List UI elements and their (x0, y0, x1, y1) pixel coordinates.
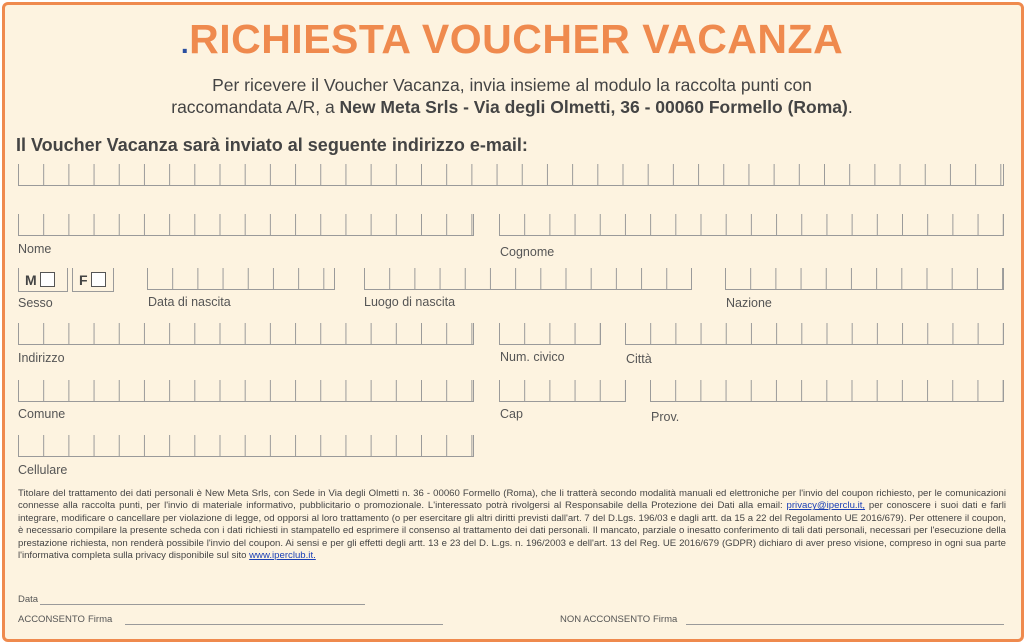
indirizzo-label: Indirizzo (18, 351, 65, 365)
cap-field[interactable] (499, 380, 626, 402)
prov-label: Prov. (651, 410, 680, 424)
cognome-label: Cognome (500, 245, 555, 259)
nome-label: Nome (18, 242, 52, 256)
subtitle-suffix: . (847, 97, 853, 117)
citta-field[interactable] (625, 323, 1004, 345)
privacy-text-1: Titolare del trattamento dei dati personali è New Meta Srls, con Sede in Via degli Olmetti n. 36 - 00060 Formello (Roma), che li tratterà secondo modalità manuali ed elettroniche per l'invio del coupon richiesto, per le comunicazioni connesse alla raccolta punti, per l'invio di materiale informativo, pubblicitario o promozionale. L'interessato potrà rivolgersi al Responsabile della Protezione dei Dati alla email: (18, 488, 1006, 512)
subtitle-address: New Meta Srls - Via degli Olmetti, 36 - 00060 Formello (Roma) (339, 97, 848, 117)
subtitle-line1: Per ricevere il Voucher Vacanza, invia insieme al modulo la raccolta punti con (212, 75, 812, 95)
comune-label: Comune (18, 407, 66, 421)
nome-field[interactable] (18, 214, 474, 236)
comune-field[interactable] (18, 380, 474, 402)
sex-f-box[interactable] (72, 268, 114, 292)
indirizzo-field[interactable] (18, 323, 474, 345)
num-civico-field[interactable] (499, 323, 601, 345)
cellulare-field[interactable] (18, 435, 474, 457)
cognome-field[interactable] (499, 214, 1004, 236)
subtitle-line2 (0, 96, 1024, 118)
data-nascita-field[interactable] (147, 268, 335, 290)
subtitle-prefix: raccomandata A/R, a (171, 97, 340, 117)
data-line[interactable] (40, 603, 365, 605)
cap-label: Cap (500, 407, 523, 421)
firma-non-consenso-label: Firma (653, 614, 678, 625)
citta-label: Città (626, 352, 652, 366)
data-nascita-label: Data di nascita (148, 295, 231, 309)
luogo-nascita-field[interactable] (364, 268, 692, 290)
consenso-label: ACCONSENTO (18, 614, 85, 625)
cellulare-label: Cellulare (18, 463, 68, 477)
email-field[interactable] (18, 164, 1004, 186)
firma-non-consenso-line[interactable] (686, 623, 1004, 625)
title-dot: . (180, 28, 190, 59)
site-link[interactable]: www.iperclub.it. (249, 550, 316, 562)
sex-f-checkbox[interactable] (91, 272, 106, 287)
sex-f-label: F (79, 272, 88, 288)
email-heading: Il Voucher Vacanza sarà inviato al seguente indirizzo e-mail: (16, 135, 528, 155)
num-civico-label: Num. civico (500, 350, 565, 364)
page-title (0, 16, 1024, 63)
firma-consenso-line[interactable] (125, 623, 443, 625)
nazione-label: Nazione (726, 296, 772, 310)
non-consenso-label: NON ACCONSENTO (560, 614, 651, 625)
nazione-field[interactable] (725, 268, 1004, 290)
sex-m-checkbox[interactable] (40, 272, 55, 287)
privacy-email-link[interactable]: privacy@iperclu.it, (786, 500, 866, 512)
prov-field[interactable] (650, 380, 1004, 402)
subtitle (0, 74, 1024, 118)
privacy-notice (18, 488, 1006, 562)
sex-m-box[interactable] (18, 268, 68, 292)
data-label: Data (18, 594, 39, 605)
sex-m-label: M (25, 272, 37, 288)
privacy-text-2: per conoscere i suoi dati e farli integrare, modificare o cancellare per violazione di legge, od opporsi al loro trattamento (o per esercitare gli altri diritti previsti dall'art. 7 del D.Lgs. 196/03 e dagli artt. da 15 a 22 del Regolamento UE 2016/679). Per ottenere il coupon, è necessario compilare la presente scheda con i dati richiesti in stampatello ed esprimere il consenso al trattamento dei dati personali. Il mancato, parziale o inesatto conferimento di tali dati personali, necessari per l'esecuzione della prestazione richiesta, non renderà possibile l'invio del coupon. Ai sensi e per gli effetti degli artt. 13 e 23 del D. L.gs. n. 196/2003 e dell'art. 13 del Reg. UE 2016/679 (GDPR) dichiaro di aver preso visione, compreso in ogni sua parte l'informativa completa sulla privacy disponibile sul sito (18, 500, 1007, 562)
luogo-nascita-label: Luogo di nascita (364, 295, 456, 309)
firma-consenso-label: Firma (88, 614, 113, 625)
sesso-label: Sesso (18, 296, 53, 310)
title-text: RICHIESTA VOUCHER VACANZA (189, 16, 844, 62)
